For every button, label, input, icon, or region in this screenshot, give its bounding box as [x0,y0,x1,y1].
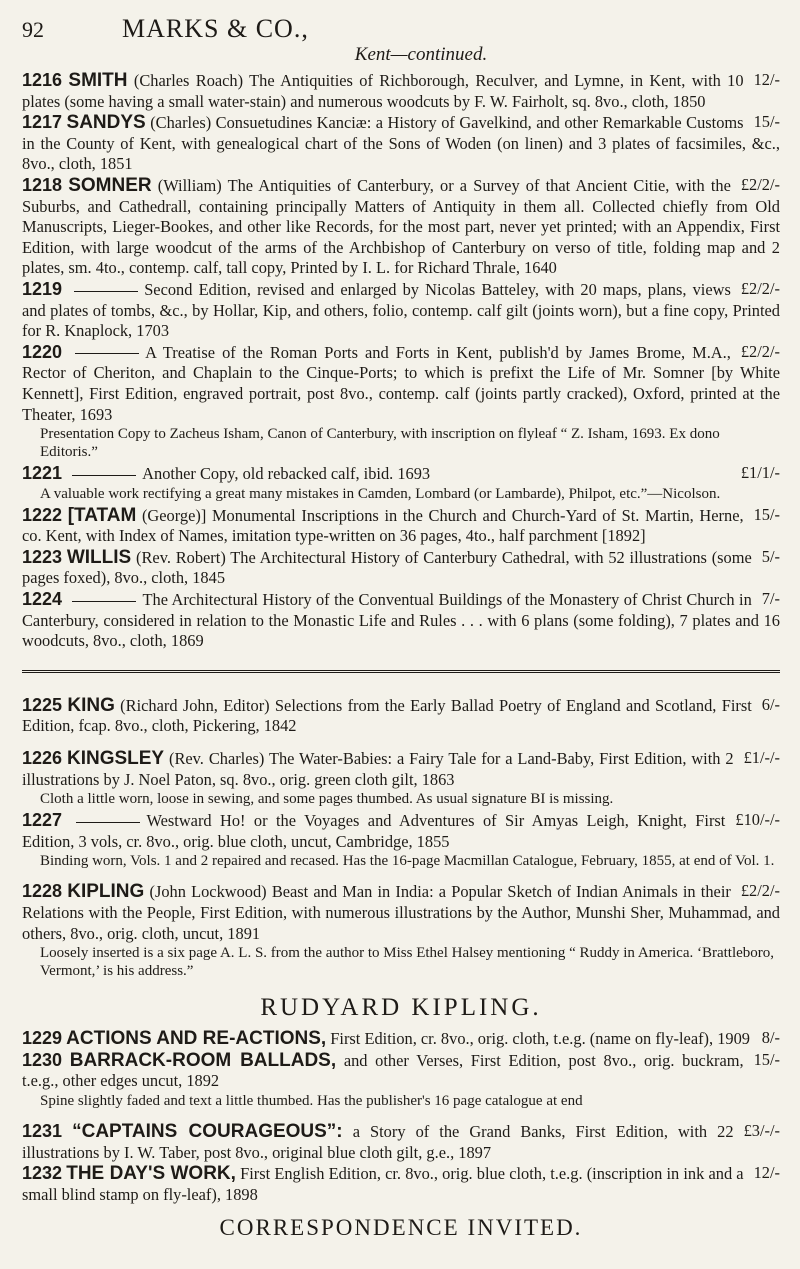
lot-number: 1222 [22,504,63,525]
entry-description: Second Edition, revised and enlarged by Nicolas Batteley, with 20 maps, plans, views and plates of tombs, &c., by Hollar, Kip, and others, folio, contemp. calf gilt (joints worn), but a fine copy, Printed for R. Knaplock, 1703 [22,279,780,341]
lot-number: 1228 [22,881,63,902]
entry-author: SOMNER [68,174,152,196]
lot-number: 1219 [22,278,63,299]
entry-author: THE DAY'S WORK, [66,1163,236,1185]
ditto-rule [76,822,140,823]
catalogue-entry [22,505,780,547]
running-head [22,14,780,44]
entry-note: A valuable work rectifying a great many mistakes in Camden, Lombard (or Lambarde), Philpot, etc.”—Nicolson. [40,485,721,502]
entry-description: (Charles Roach) The Antiquities of Richborough, Reculver, and Lymne, in Kent, with 10 plates (some having a small water-stain) and numerous woodcuts by F. W. Fairholt, sq. 8vo., cloth, 1850 [22,71,744,111]
lot-number: 1229 [22,1028,63,1049]
entry-price: £1/1/- [740,463,780,483]
page-number: 92 [22,17,44,42]
entry-price: 15/- [753,112,780,132]
publisher-name: MARKS & CO., [122,14,309,43]
lot-number: 1225 [22,694,63,715]
entry-description: (Charles) Consuetudines Kanciæ: a History of Gavelkind, and other Remarkable Customs in the County of Kent, with genealogical chart of the Sons of Woden (on linen) and 3 plates of facsimiles, &c., 8vo., cloth, 1851 [22,113,780,174]
entry-list-kipling [22,1028,780,1205]
entry-price: 15/- [753,1049,780,1069]
entry-description: (John Lockwood) Beast and Man in India: a Popular Sketch of Indian Animals in their Relations with the People, First Edition, with numerous illustrations by the Author, Munshi Sher, Muhammad, and others, 8vo., orig. cloth, uncut, 1891 [22,882,780,943]
entry-price: £2/2/- [740,881,780,901]
entry-list-kent [22,70,780,652]
entry-description: (George)] Monumental Inscriptions in the Church and Church-Yard of St. Martin, Herne, co. Kent, with Index of Names, imitation type-written on 36 pages, 4to., half parchment [1892] [22,505,744,546]
catalogue-entry [22,279,780,342]
entry-author: ACTIONS AND RE-ACTIONS, [66,1028,327,1050]
ditto-rule [74,291,138,292]
entry-price: 7/- [761,589,780,609]
entry-author: BARRACK-ROOM BALLADS, [69,1049,337,1071]
catalogue-entry [22,70,780,112]
entry-list-authors [22,695,780,980]
entry-note: Cloth a little worn, loose in sewing, and some pages thumbed. As usual signature BI is missing. [40,791,614,808]
entry-price: £2/2/- [740,341,780,361]
lot-number: 1223 [22,546,63,567]
entry-description: Another Copy, old rebacked calf, ibid. 1693 [142,464,431,484]
catalogue-entry [22,1163,780,1205]
catalogue-entry [22,695,780,737]
lot-number: 1217 [22,112,63,133]
entry-price: £3/-/- [743,1120,780,1140]
entry-price: 15/- [753,504,780,524]
entry-author: WILLIS [66,546,132,568]
catalogue-entry [22,881,780,944]
entry-description: A Treatise of the Roman Ports and Forts in Kent, publish'd by James Brome, M.A., Rector of Cheriton, and Chaplain to the Cinque-Ports; to which is prefixt the Life of Mr. Somner [by White Kennett], First Edition, engraved portrait, post 8vo., contemp. calf (joints partly cracked), Oxford, printed at the Theater, 1693 [22,342,780,424]
section-continued: Kent—continued. [354,44,488,65]
catalogue-entry [22,589,780,652]
entry-description: Westward Ho! or the Voyages and Adventures of Sir Amyas Leigh, Knight, First Edition, 3 vols, cr. 8vo., orig. blue cloth, uncut, Cambridge, 1855 [22,811,726,851]
lot-number: 1231 [22,1120,63,1141]
catalogue-entry [22,112,780,175]
lot-number: 1216 [22,70,63,90]
lot-number: 1218 [22,174,63,195]
catalogue-entry [22,547,780,589]
lot-number: 1232 [22,1163,63,1184]
catalogue-entry [22,1121,780,1163]
entry-price: 6/- [761,694,780,714]
lot-number: 1221 [22,463,63,484]
entry-description: (William) The Antiquities of Canterbury, or a Survey of that Ancient Citie, with the Suburbs, and Cathedrall, containing principally Matters of Antiquity in them all. Collected chiefly from Old Manuscripts, Lieger-Bookes, and other like Records, for the most part, never yet printed; with an Appendix, First Edition, with large woodcut of the arms of the Archbishop of Canterbury on verso of title, folding map and 2 plates, sm. 4to., contemp. calf, tall copy, Printed by I. L. for Richard Thrale, 1640 [22,175,780,278]
footer-heading: CORRESPONDENCE INVITED. [219,1215,583,1241]
ditto-rule [75,353,139,354]
catalogue-entry [22,1028,780,1050]
entry-author: KINGSLEY [66,748,165,770]
lot-number: 1220 [22,341,63,362]
entry-price: £2/2/- [740,278,780,298]
entry-description: (Rev. Charles) The Water-Babies: a Fairy Tale for a Land-Baby, First Edition, with 2 illustrations by J. Noel Paton, sq. 8vo., orig. green cloth gilt, 1863 [22,749,734,789]
entry-description: First English Edition, cr. 8vo., orig. blue cloth, t.e.g. (inscription in ink and a small blind stamp on fly-leaf), 1898 [22,1164,744,1204]
entry-note: Binding worn, Vols. 1 and 2 repaired and recased. Has the 16-page Macmillan Catalogue, February, 1855, at end of Vol. 1. [40,853,775,870]
catalogue-entry [22,342,780,425]
entry-author: SMITH [68,70,128,91]
entry-note: Presentation Copy to Zacheus Isham, Canon of Canterbury, with inscription on flyleaf “ Z. Isham, 1693. Ex dono Editoris.” [40,426,720,461]
entry-price: £2/2/- [740,174,780,194]
catalogue-entry [22,463,780,485]
entry-price: 5/- [761,546,780,566]
entry-author: KING [67,694,115,716]
entry-description: (Rev. Robert) The Architectural History of Canterbury Cathedral, with 52 illustrations (some pages foxed), 8vo., cloth, 1845 [22,547,752,588]
catalogue-entry [22,748,780,790]
entry-note: Loosely inserted is a six page A. L. S. from the author to Miss Ethel Halsey mentioning “ Ruddy in America. ‘Brattleboro, Vermont,’ is his address.” [40,945,775,980]
entry-description: and other Verses, First Edition, post 8vo., orig. buckram, t.e.g., other edges uncut, 1892 [22,1050,744,1091]
entry-description: The Architectural History of the Conventual Buildings of the Monastery of Christ Church in Canterbury, considered in relation to the Monastic Life and Rules . . . with 6 plans (some folding), 7 plates and 16 woodcuts, 8vo., cloth, 1869 [22,590,780,651]
lot-number: 1226 [22,748,63,769]
lot-number: 1230 [22,1049,63,1070]
catalogue-entry [22,175,780,279]
catalogue-entry [22,810,780,852]
entry-description: a Story of the Grand Banks, First Edition, with 22 illustrations by I. W. Taber, post 8vo., original blue cloth gilt, g.e., 1897 [22,1121,734,1162]
entry-price: 12/- [753,70,780,89]
ditto-rule [72,475,136,476]
section-divider [22,670,780,673]
entry-author: [TATAM [67,504,137,526]
section-heading: RUDYARD KIPLING. [260,994,542,1022]
entry-author: KIPLING [67,881,145,903]
entry-price: 12/- [753,1163,780,1183]
entry-description: (Richard John, Editor) Selections from the Early Ballad Poetry of England and Scotland, First Edition, fcap. 8vo., cloth, Pickering, 1842 [22,695,752,736]
lot-number: 1227 [22,810,63,831]
catalogue-entry [22,1050,780,1092]
entry-price: £1/-/- [743,748,780,768]
lot-number: 1224 [22,589,63,610]
entry-author: SANDYS [66,112,146,134]
entry-price: £10/-/- [735,810,780,830]
catalogue-page [22,14,780,1241]
entry-author: “CAPTAINS COURAGEOUS”: [72,1120,343,1142]
entry-description: First Edition, cr. 8vo., orig. cloth, t.e.g. (name on fly-leaf), 1909 [330,1029,750,1049]
entry-note: Spine slightly faded and text a little thumbed. Has the publisher's 16 page catalogue at end [40,1092,583,1109]
ditto-rule [72,601,136,602]
entry-price: 8/- [761,1028,780,1048]
